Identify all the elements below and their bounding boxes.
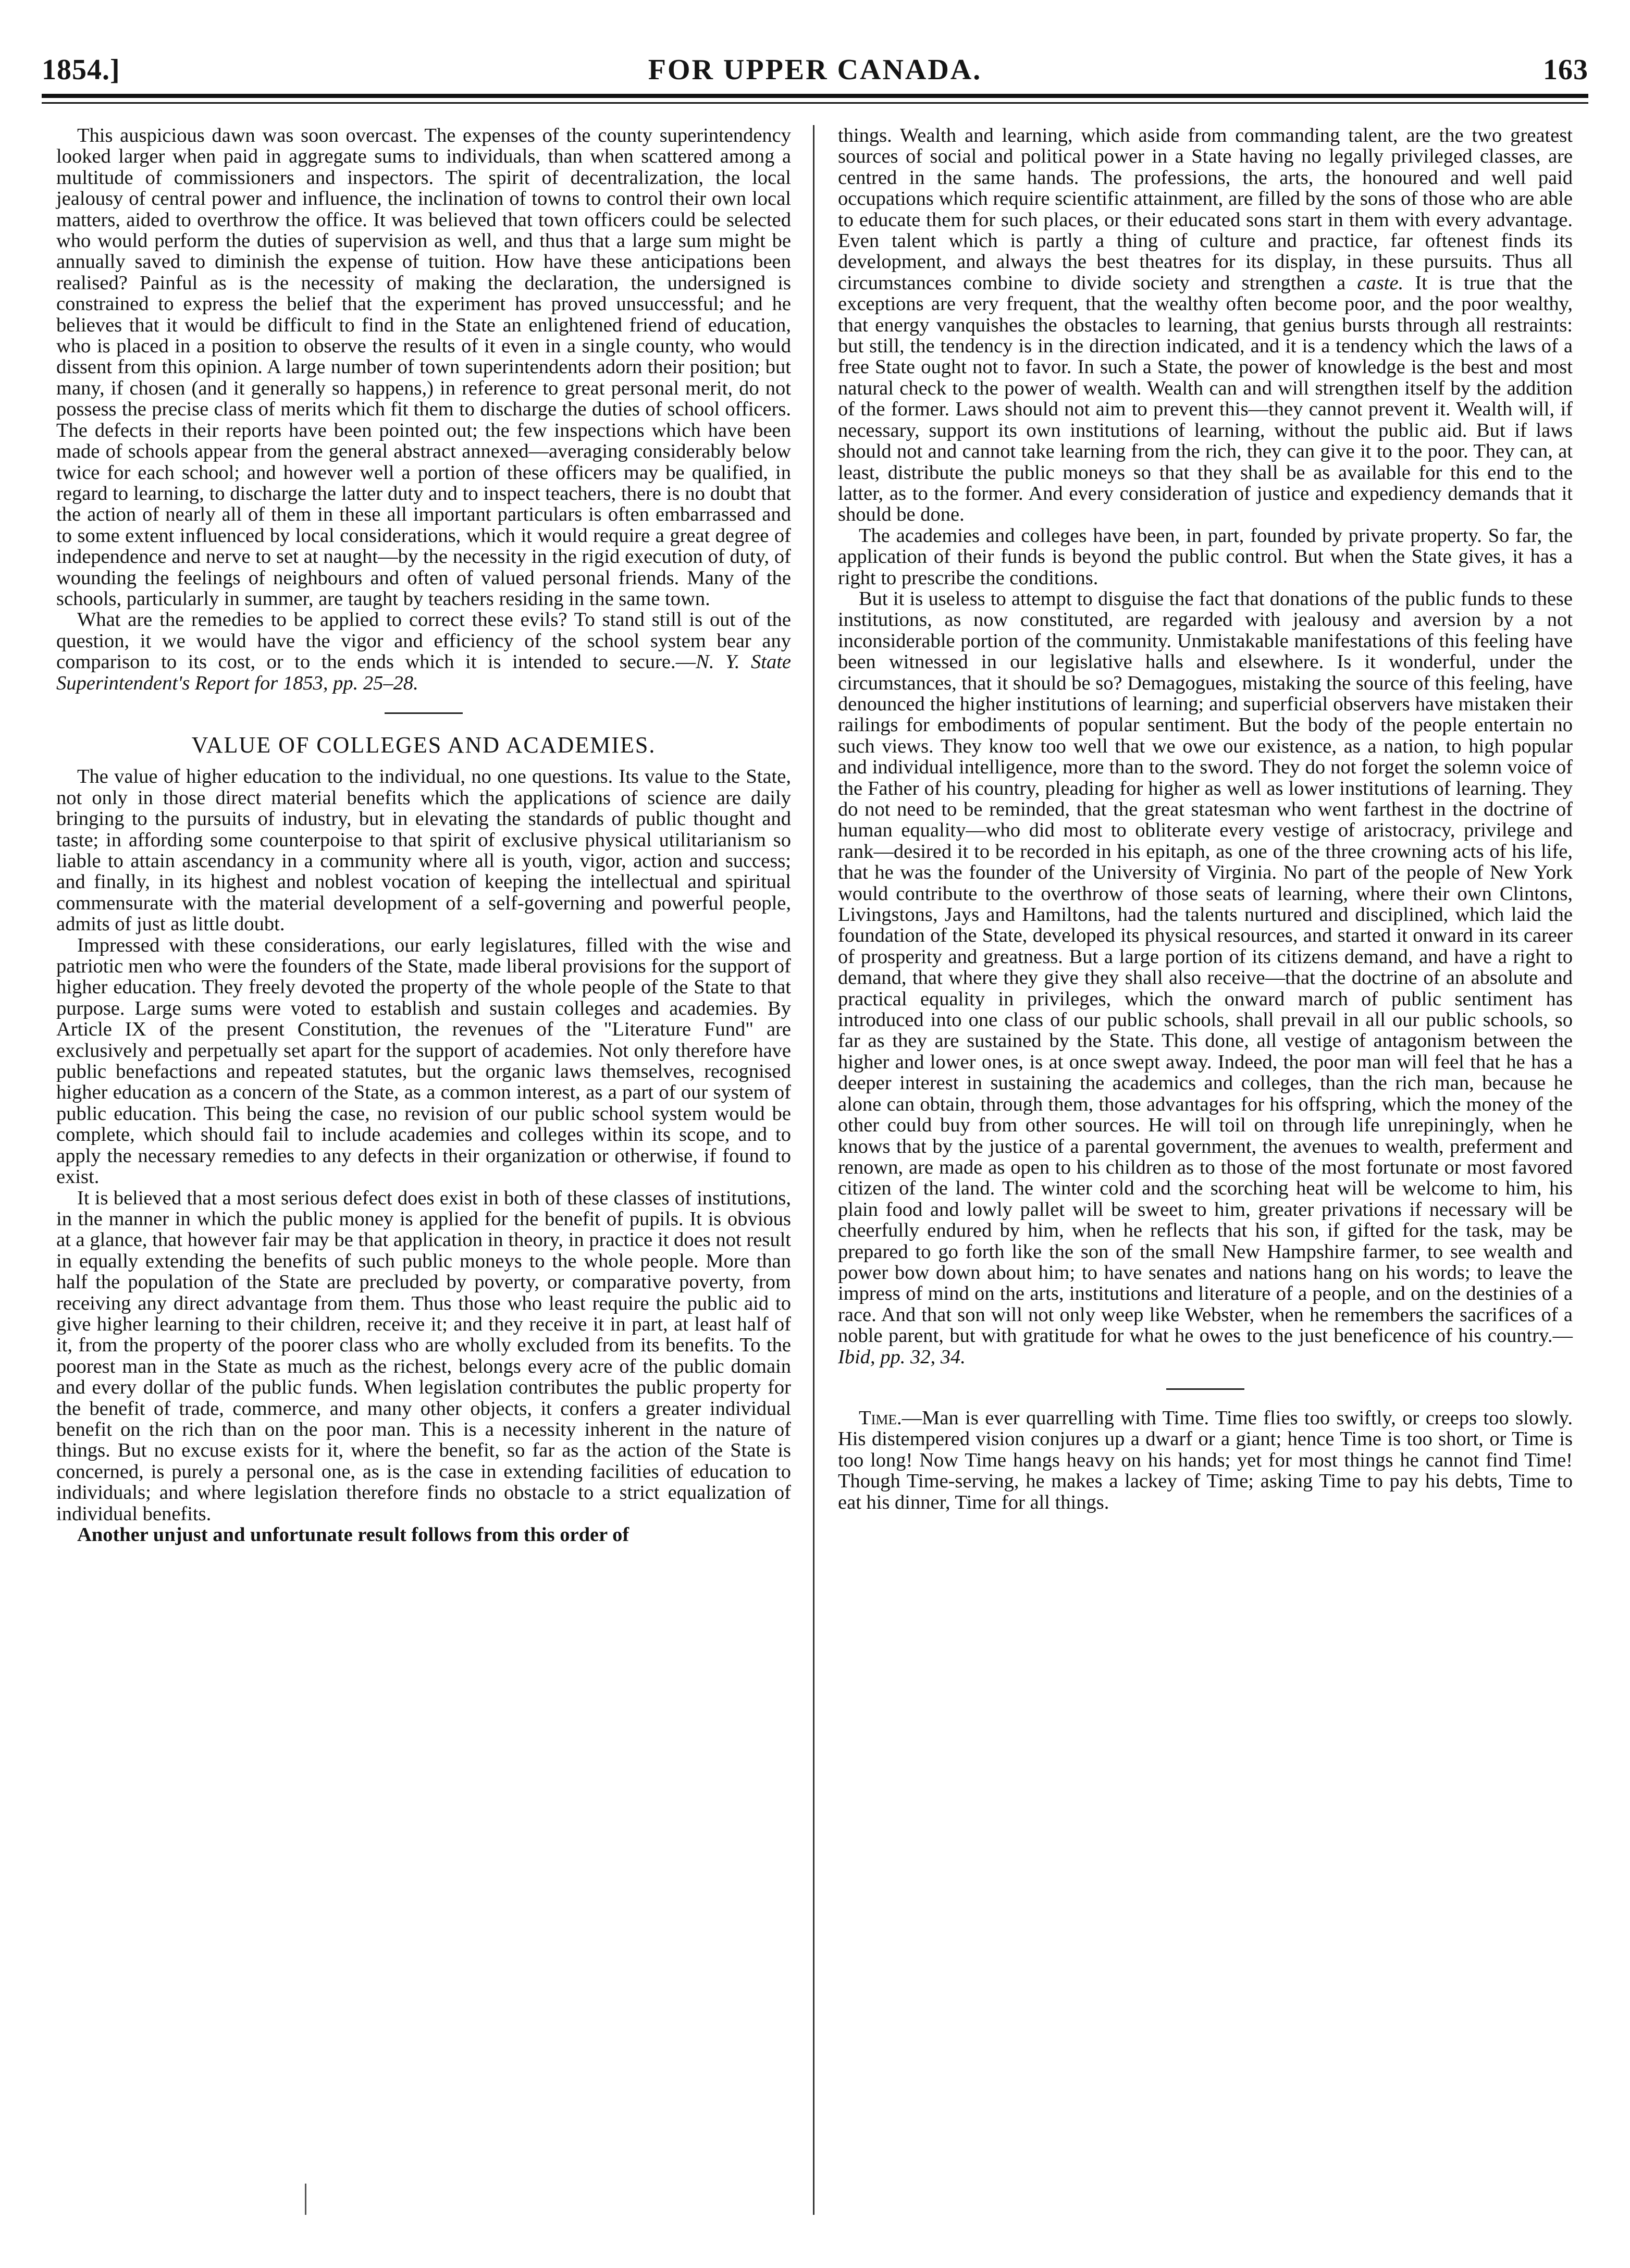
paragraph: [838, 588, 1573, 1367]
page-number: 163: [1543, 54, 1588, 86]
paragraph: [838, 1408, 1573, 1513]
left-column: [56, 125, 791, 1545]
paragraph: [56, 609, 791, 694]
paragraph-text: things. Wealth and learning, which aside from commanding talent, are the two greatest sources of social and political power in a State having no legally privileged classes, are centred in the same hands. The professions, the arts, the honoured and well paid occupations which require scientific attainment, are filled by the sons of those who are able to educate them for such places, or their educated sons start in them with every advantage. Even talent which is partly a thing of culture and practice, far oftenest finds its development, and always the best theatres for its display, in these pursuits. Thus all circumstances combine to divide society and strengthen a: [838, 125, 1573, 294]
right-column: [838, 125, 1573, 1513]
paragraph-label: Time.: [859, 1407, 902, 1429]
paragraph: [838, 125, 1573, 525]
header-rule-thin: [42, 102, 1588, 104]
citation: Ibid, pp. 32, 34.: [838, 1346, 966, 1368]
paragraph-text: —Man is ever quarrelling with Time. Time flies too swiftly, or creeps too slowly. His distempered vision conjures up a dwarf or a giant; hence Time is too short, or Time is too long! Now Time hangs heavy on his hands; yet for most things he cannot find Time! Though Time-serving, he makes a lackey of Time; asking Time to pay his debts, Time to eat his dinner, Time for all things.: [838, 1407, 1573, 1513]
emphasis: caste.: [1357, 272, 1404, 294]
section-heading: VALUE OF COLLEGES AND ACADEMIES.: [191, 732, 656, 758]
paragraph-text: It is true that the exceptions are very frequent, that the wealthy often become poor, and the poor wealthy, that energy vanquishes the obstacles to learning, that genius bursts through all restraints: but still, the tendency is in the direction indicated, and it is a tendency which the laws of a free State ought not to favor. In such a State, the power of knowledge is the best and most natural check to the power of wealth. Wealth can and will strengthen itself by the addition of the former. Laws should not aim to prevent this—they cannot prevent it. Wealth will, if necessary, support its own institutions of learning, without the public aid. But if laws should not and cannot take learning from the rich, they can give it to the poor. They can, at least, distribute the public moneys so that they shall be as available for this end to the latter, as to the former. And every consideration of justice and expediency demands that it should be done.: [838, 272, 1573, 526]
column-divider: [813, 125, 814, 2215]
paragraph: The academies and colleges have been, in part, founded by private property. So far, the application of their funds is beyond the public control. But when the State gives, it has a right to prescribe the conditions.: [838, 524, 1573, 589]
paragraph: Impressed with these considerations, our early legislatures, filled with the wise and patriotic men who were the founders of the State, made liberal provisions for the support of higher education. They freely devoted the property of the whole people of the State to that purpose. Large sums were voted to establish and sustain colleges and academies. By Article IX of the present Constitution, the revenues of the "Literature Fund" are exclusively and perpetually set apart for the support of academies. Not only therefore have public benefactions and repeated statutes, but the organic laws themselves, recognised higher education as a concern of the State, as a common interest, as a part of our system of public education. This being the case, no revision of our public school system would be complete, which should fail to include academies and colleges within its scope, and to apply the necessary remedies to any defects in their organization or otherwise, if found to exist.: [56, 934, 791, 1188]
stray-mark: [305, 2184, 306, 2215]
section-divider: [1166, 1388, 1244, 1390]
page-header: [42, 48, 1588, 98]
paragraph: Another unjust and unfortunate result follows from this order of: [77, 1524, 629, 1546]
paragraph: It is believed that a most serious defect does exist in both of these classes of institutions, in the manner in which the public money is applied for the benefit of pupils. It is obvious at a glance, that however fair may be that application in theory, in practice it does not result in equally extending the benefits of such public moneys to the whole people. More than half the population of the State are precluded by poverty, or comparative poverty, from receiving any direct advantage from them. Thus those who least require the public aid to give higher learning to their children, receive it; and they receive it in part, at least half of it, from the property of the poorer class who are wholly excluded from its benefits. To the poorest man in the State as much as the richest, belongs every acre of the public domain and every dollar of the public funds. When legislation contributes the public property for the benefit of trade, commerce, and many other objects, it confers a greater individual benefit on the rich than on the poor man. This is a necessity inherent in the nature of things. But no excuse exists for it, where the benefit, so far as the action of the State is concerned, is purely a personal one, as is the case in extending facilities of education to individuals; and where legislation therefore finds no obstacle to a strict equalization of individual benefits.: [56, 1187, 791, 1525]
header-rule-thick: [42, 94, 1588, 98]
citation: N. Y. State Superintendent's Report for 1853, pp. 25–28.: [56, 651, 791, 694]
paragraph-text: What are the remedies to be applied to correct these evils? To stand still is out of the question, it we would have the vigor and efficiency of the school system bear any comparison to its cost, or to the ends which it is intended to secure.—: [56, 609, 791, 673]
header-title: FOR UPPER CANADA.: [648, 54, 982, 86]
paragraph: The value of higher education to the individual, no one questions. Its value to the State, not only in those direct material benefits which the applications of science are daily bringing to the pursuits of industry, but in elevating the standards of public thought and taste; in affording some counterpoise to that spirit of exclusive physical utilitarianism so liable to attain ascendancy in a community where all is youth, vigor, action and success; and finally, in its highest and noblest vocation of keeping the intellectual and spiritual commensurate with the material development of a self-governing and powerful people, admits of just as little doubt.: [56, 766, 791, 935]
paragraph-text: But it is useless to attempt to disguise the fact that donations of the public funds to these institutions, as now constituted, are regarded with jealousy and aversion by a not inconsiderable portion of the community. Unmistakable manifestations of this feeling have been witnessed in our legislative halls and elsewhere. Is it wonderful, under the circumstances, that it should be so? Demagogues, mistaking the source of this feeling, have denounced the higher institutions of learning; and superficial observers have mistaken their railings for embodiments of popular sentiment. But the body of the people entertain no such views. They know too well that we owe our existence, as a nation, to high popular and individual intelligence, more than to the sword. They do not forget the solemn voice of the Father of his country, pleading for higher as well as lower institutions of learning. They do not need to be reminded, that the great statesman who went farthest in the doctrine of human equality—who did most to obliterate every vestige of aristocracy, privilege and rank—desired it to be recorded in his epitaph, as one of the three crowning acts of his life, that he was the founder of the University of Virginia. No part of the people of New York would contribute to the overthrow of those seats of learning, where their own Clintons, Livingstons, Jays and Hamiltons, had the talents nurtured and disciplined, which laid the foundation of the State, developed its physical resources, and started it onward in its career of prosperity and greatness. But a large portion of its citizens demand, and have a right to demand, that where they give they shall also receive—that the doctrine of an absolute and practical equality in privileges, which the onward march of public sentiment has introduced into one class of our public schools, shall prevail in all our public schools, so far as they are sustained by the State. This done, all vestige of antagonism between the higher and lower ones, is at once swept away. Indeed, the poor man will feel that he has a deeper interest in sustaining the academics and colleges, than the rich man, because he alone can obtain, through them, those advantages for his offspring, which the money of the other could buy from other sources. He will toil on through life unrepiningly, when he knows that by the justice of a parental government, the avenues to wealth, preferment and renown, are made as open to his children as to those of the most fortunate or most favored citizen of the land. The winter cold and the scorching heat will be welcome to him, his plain food and lowly pallet will be sweet to him, greater privations if necessary will be cheerfully endured by him, when he reflects that his son, if gifted for the task, may be prepared to go forth like the son of the small New Hampshire farmer, to see wealth and power bow down about him; to have senates and nations hang on his words; to leave the impress of mind on the arts, institutions and literature of a people, and on the destinies of a race. And that son will not only weep like Webster, when he remembers the sacrifices of a noble parent, but with gratitude for what he owes to the just beneficence of his country.—: [838, 587, 1573, 1347]
paragraph: This auspicious dawn was soon overcast. The expenses of the county superintendency looked larger when paid in aggregate sums to individuals, than when scattered among a multitude of commissioners and inspectors. The spirit of decentralization, the local jealousy of central power and influence, the inclination of towns to control their own local matters, aided to overthrow the office. It was believed that town officers could be selected who would perform the duties of supervision as well, and thus that a large sum might be annually saved to diminish the expense of tuition. How have these anticipations been realised? Painful as is the necessity of making the declaration, the undersigned is constrained to express the belief that the experiment has proved unsuccessful; and he believes that it would be difficult to find in the State an enlightened friend of education, who is placed in a position to observe the results of it even in a single county, who would dissent from this opinion. A large number of town superintendents adorn their position; but many, if chosen (and it generally so happens,) in reference to great personal merit, do not possess the precise class of merits which fit them to discharge the duties of school officers. The defects in their reports have been pointed out; the few inspections which have been made of schools appear from the general abstract annexed—averaging considerably below twice for each school; and however well a portion of these officers may be qualified, in regard to learning, to discharge the latter duty and to inspect teachers, there is no doubt that the action of nearly all of them in these all important particulars is often embarrassed and to some extent influenced by local considerations, which it would require a great degree of independence and nerve to set at naught—by the necessity in the rigid execution of duty, of wounding the feelings of neighbours and often of valued personal friends. Many of the schools, particularly in summer, are taught by teachers residing in the same town.: [56, 125, 791, 610]
header-year: 1854.]: [42, 54, 120, 86]
section-divider: [385, 712, 463, 714]
